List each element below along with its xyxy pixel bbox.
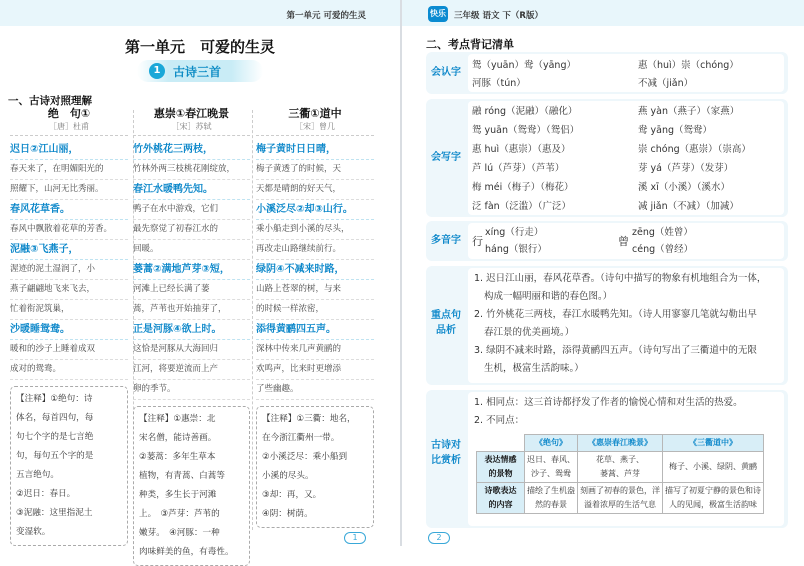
poem-author: ［宋］曾几 — [256, 121, 374, 136]
write-char-item: 融 róng（泥融）（融化） — [472, 106, 578, 117]
poem-translation-line: 照耀下，山河无比秀丽。 — [10, 180, 128, 200]
poly-reading: céng（曾经） — [632, 244, 694, 255]
write-char-item: 鸳 yuān（鸳鸯）（鸳侣） — [472, 125, 580, 136]
unit-title: 第一单元 可爱的生灵 — [124, 38, 275, 56]
table-cell — [578, 483, 663, 514]
cell-line: 花草、燕子、 — [596, 455, 644, 464]
cell-line: 描绘了生机盎 — [527, 486, 575, 495]
note-line: 【注释】①惠崇：北 — [139, 414, 216, 424]
poem-author: ［宋］苏轼 — [133, 121, 250, 136]
write-char-item: 泛 fàn（泛滥）（广泛） — [472, 201, 571, 212]
poem-verse-line: 绿阴④不减来时路， — [256, 260, 374, 280]
poem-column-2 — [133, 105, 250, 566]
note-line: 肉味鲜美的鱼，有毒性。 — [139, 547, 234, 557]
poem-verse-line: 小溪泛尽②却③山行。 — [256, 200, 374, 220]
poem-translation-line: 春天来了，在明媚阳光的 — [10, 160, 128, 180]
block-poem-comparison — [426, 390, 788, 528]
note-line: 上。 ③芦芽：芦苇的 — [139, 509, 220, 519]
poem-translation-line: 春风中飘散着花草的芳香。 — [10, 220, 128, 240]
table-header: 《三衢道中》 — [663, 435, 764, 452]
poem-translation-line: 忙着衔泥筑巢， — [10, 300, 128, 320]
poem-translation-line: 鸭子在水中游戏，它们 — [133, 200, 250, 220]
poem-rows — [133, 140, 250, 400]
note-line: ②蒌蒿：多年生草本 — [139, 452, 216, 462]
diff-point: 2. 不同点： — [474, 415, 525, 426]
table-row — [477, 435, 764, 452]
note-line: 句，每句五个字的是 — [16, 451, 94, 461]
poem-title: 惠崇①春江晚景 — [153, 107, 230, 120]
brand-logo: 快乐 — [428, 6, 448, 22]
poem-translation-line: 卵的季节。 — [133, 380, 250, 400]
poly-reading: zēng（姓曾） — [632, 227, 693, 238]
block-label — [428, 308, 464, 338]
write-char-item: 减 jiǎn（不减）（加减） — [638, 201, 739, 212]
cell-line: 沙子、鸳鸯 — [531, 469, 571, 478]
cell-line: 描写了初夏宁静的景色和诗 — [665, 486, 761, 495]
block-polyphonic — [426, 221, 788, 261]
table-header: 《绝句》 — [525, 435, 578, 452]
right-header-text: 三年级 语文 下（R版） — [454, 11, 543, 21]
block-label-line: 品析 — [436, 325, 456, 336]
table-cell — [578, 452, 663, 483]
poem-verse-line: 正是河豚④欲上时。 — [133, 320, 250, 340]
poem-translation-line: 这恰是河豚从大海回归 — [133, 340, 250, 360]
poem-rows — [10, 140, 128, 380]
block-label-line: 古诗对 — [431, 440, 461, 451]
block-recognize-chars — [426, 52, 788, 94]
row-label-line: 表达情感 — [484, 455, 517, 464]
table-row — [477, 483, 764, 514]
table-cell — [663, 483, 764, 514]
note-line: 变湿软。 — [16, 527, 51, 537]
row-label — [477, 483, 525, 514]
table-cell — [525, 483, 578, 514]
poem-title: 绝 句① — [47, 107, 91, 120]
poem-translation-line: 深林中传来几声黄鹂的 — [256, 340, 374, 360]
block-label: 会认字 — [431, 67, 461, 78]
poem-translation-line: 江河，将要逆流而上产 — [133, 360, 250, 380]
poem-translation-line: 蒿，芦苇也开始抽芽了， — [133, 300, 250, 320]
row-label-line: 的景物 — [488, 469, 513, 478]
section-title-comparison: 一、古诗对照理解 — [8, 95, 92, 107]
table-corner — [477, 435, 525, 452]
note-line: 句七个字的是七言绝 — [16, 432, 94, 442]
poem-translation-line: 燕子翩翩地飞来飞去， — [10, 280, 128, 300]
note-line: ②迟日：春日。 — [16, 489, 76, 499]
write-char-item: 鸯 yāng（鸳鸯） — [638, 125, 713, 136]
block-key-sentences — [426, 266, 788, 385]
cell-line: 刻画了初春的景色，洋 — [580, 486, 660, 495]
cell-line: 蒌蒿、芦芽 — [600, 469, 640, 478]
poem-verse-line: 春江水暖鸭先知。 — [133, 180, 250, 200]
row-label — [477, 452, 525, 483]
note-line: ②小溪泛尽：乘小船到 — [262, 452, 348, 462]
key-point: 1. 迟日江山丽，春风花草香。（诗句中描写的物象有机地组合为一体， — [474, 273, 767, 284]
note-line: 【注释】①绝句：诗 — [16, 394, 93, 404]
note-line: 【注释】①三衢：地名， — [262, 414, 356, 424]
note-line: 五言绝句。 — [16, 470, 59, 480]
note-line: ③泥融：这里指泥土 — [16, 508, 93, 518]
poem-translation-line: 渥迹的泥土湿润了，小 — [10, 260, 128, 280]
table-cell — [525, 452, 578, 483]
block-content — [468, 101, 784, 215]
note-line: 植物，有青蒿、白蒿等 — [139, 471, 225, 481]
poly-char: 行 — [472, 235, 483, 248]
char-item: 河豚（tún） — [472, 78, 526, 89]
poem-translation-line: 回暖。 — [133, 240, 250, 260]
poly-char: 曾 — [618, 235, 629, 248]
write-char-item: 燕 yàn（燕子）（家燕） — [638, 106, 740, 117]
block-content — [468, 223, 784, 259]
poem-title: 三衢①道中 — [288, 107, 342, 120]
char-item: 不减（jiǎn） — [638, 78, 694, 89]
key-point: 3. 绿阴不减来时路，添得黄鹂四五声。（诗句写出了三衢道中的无限 — [474, 345, 757, 356]
poem-verse-line: 梅子黄时日日晴， — [256, 140, 374, 160]
poem-column-3 — [256, 105, 374, 528]
left-header-bar — [0, 0, 400, 26]
block-label-line: 重点句 — [431, 310, 461, 321]
char-item: 鸳（yuān）鸯（yāng） — [472, 60, 576, 71]
note-line: ④阴：树荫。 — [262, 509, 313, 519]
poem-column-1 — [10, 105, 128, 546]
poem-translation-line: 最先察觉了初春江水的 — [133, 220, 250, 240]
key-point: 构成一幅明丽和谐的春色图。） — [484, 291, 613, 302]
right-header-bar — [402, 0, 804, 26]
cell-line: 然的春景 — [535, 500, 567, 509]
lesson-name: 古诗三首 — [173, 65, 222, 79]
table-row — [477, 452, 764, 483]
checklist-title: 二、考点背记清单 — [426, 38, 514, 51]
key-point: 春江景的优美画境。） — [484, 327, 575, 338]
poem-author: ［唐］杜甫 — [10, 121, 128, 136]
block-label: 会写字 — [431, 152, 461, 163]
write-char-item: 溪 xī（小溪）（溪水） — [638, 182, 731, 193]
cell-line: 溢着浓厚的生活气息 — [584, 500, 656, 509]
write-char-item: 惠 huì（惠崇）（惠及） — [472, 144, 571, 155]
block-label-line: 比赏析 — [431, 455, 461, 466]
poem-verse-line: 泥融③飞燕子， — [10, 240, 128, 260]
poem-rows — [256, 140, 374, 400]
note-line: 在今浙江衢州一带。 — [262, 433, 340, 443]
same-point: 1. 相同点：这三首诗都抒发了作者的愉悦心情和对生活的热爱。 — [474, 397, 743, 408]
poem-translation-line: 河滩上已经长满了蒌 — [133, 280, 250, 300]
left-page — [0, 0, 400, 557]
char-item: 惠（huì）崇（chóng） — [638, 60, 739, 71]
poem-notes — [10, 386, 128, 546]
note-line: 小溪的尽头。 — [262, 471, 314, 481]
poem-translation-line: 暖和的沙子上睡着成双 — [10, 340, 128, 360]
column-divider — [252, 110, 253, 530]
block-label — [428, 438, 464, 468]
poem-notes — [133, 406, 250, 566]
note-line: 体名，每首四句，每 — [16, 413, 94, 423]
poem-verse-line: 蒌蒿②满地芦芽③短， — [133, 260, 250, 280]
block-content — [468, 54, 784, 92]
write-char-item: 崇 chóng（惠崇）（崇高） — [638, 144, 751, 155]
poem-translation-line: 的时候一样浓密， — [256, 300, 374, 320]
cell-line: 人的见闻，极富生活韵味 — [669, 500, 757, 509]
note-line: 宋名僧，能诗善画。 — [139, 433, 217, 443]
lesson-number: 1 — [149, 63, 165, 79]
poem-verse-line: 春风花草香。 — [10, 200, 128, 220]
page-number: 1 — [344, 532, 366, 544]
left-header-text: 第一单元 可爱的生灵 — [286, 11, 366, 21]
note-line: 种类，多生长于河滩 — [139, 490, 217, 500]
write-char-item: 芦 lú（芦芽）（芦苇） — [472, 163, 565, 174]
note-line: 嫩芽。 ④河豚：一种 — [139, 528, 220, 538]
lesson-badge — [137, 60, 263, 82]
poem-translation-line: 天都是晴朗的好天气， — [256, 180, 374, 200]
poem-verse-line: 沙暖睡鸳鸯。 — [10, 320, 128, 340]
right-page — [402, 0, 804, 546]
key-point: 2. 竹外桃花三两枝，春江水暖鸭先知。（诗人用寥寥几笔就勾勒出早 — [474, 309, 757, 320]
poem-translation-line: 山路上苍翠的树，与来 — [256, 280, 374, 300]
poem-translation-line: 乘小船走到小溪的尽头， — [256, 220, 374, 240]
poem-translation-line: 成对的鸳鸯。 — [10, 360, 128, 380]
note-line: ③却：再，又。 — [262, 490, 322, 500]
key-point: 生机，极富生活韵味。） — [484, 363, 584, 374]
poem-verse-line: 迟日②江山丽， — [10, 140, 128, 160]
block-content — [468, 268, 784, 383]
comparison-table — [476, 434, 764, 514]
write-char-item: 芽 yá（芦芽）（发芽） — [638, 163, 734, 174]
row-label-line: 的内容 — [488, 500, 513, 509]
poem-verse-line: 竹外桃花三两枝， — [133, 140, 250, 160]
block-write-chars — [426, 99, 788, 217]
poem-translation-line: 再改走山路继续前行。 — [256, 240, 374, 260]
block-label: 多音字 — [431, 235, 461, 246]
table-header: 《惠崇春江晚景》 — [578, 435, 663, 452]
poem-translation-line: 梅子黄透了的时候，天 — [256, 160, 374, 180]
poem-translation-line: 了些幽趣。 — [256, 380, 374, 400]
poem-notes — [256, 406, 374, 528]
page-number: 2 — [428, 532, 450, 544]
poly-reading: háng（银行） — [485, 244, 547, 255]
row-label-line: 诗歌表达 — [484, 486, 517, 495]
poem-verse-line: 添得黄鹂四五声。 — [256, 320, 374, 340]
write-char-item: 梅 méi（梅子）（梅花） — [472, 182, 574, 193]
block-content — [468, 392, 784, 526]
poem-translation-line: 竹林外两三枝桃花刚绽放， — [133, 160, 250, 180]
poem-translation-line: 欢鸣声，比来时更增添 — [256, 360, 374, 380]
poly-reading: xíng（行走） — [485, 227, 544, 238]
table-cell: 梅子、小溪、绿阴、黄鹂 — [663, 452, 764, 483]
cell-line: 迟日、春风、 — [527, 455, 575, 464]
